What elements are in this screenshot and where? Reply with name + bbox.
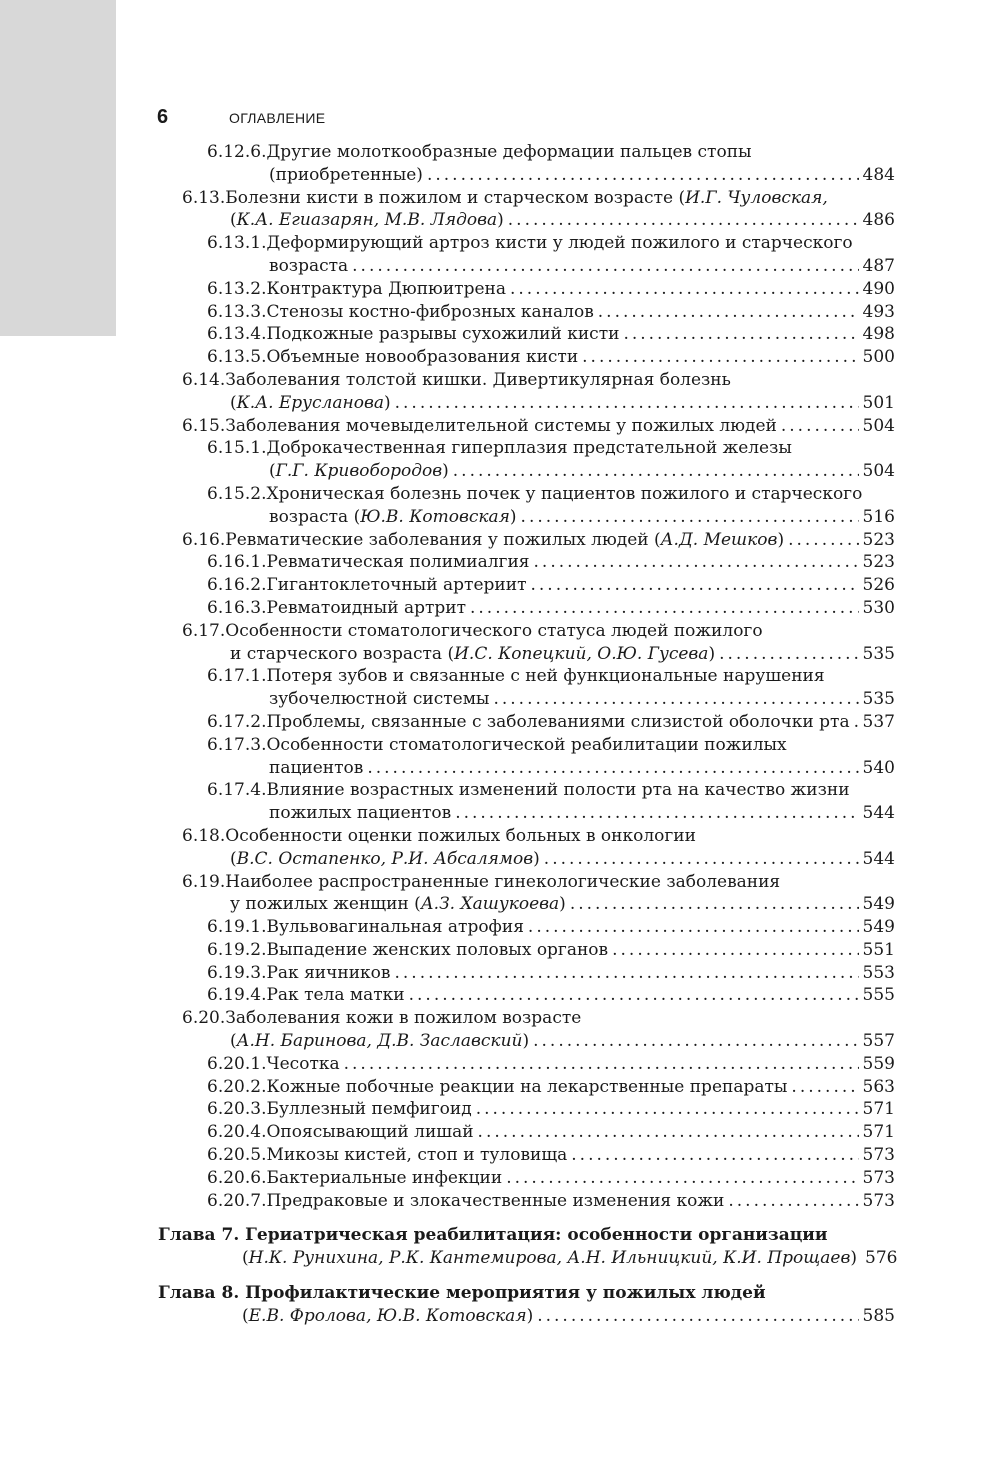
toc-entry-page: 573 bbox=[862, 1167, 895, 1188]
toc-entry-page: 516 bbox=[862, 506, 895, 527]
paren: ( bbox=[414, 894, 421, 915]
leader-dots bbox=[534, 551, 859, 574]
toc-entry-title: пациентов bbox=[269, 757, 364, 778]
leader-dots bbox=[530, 574, 858, 597]
toc-entry[interactable] bbox=[0, 574, 1000, 597]
leader-dots bbox=[719, 643, 858, 666]
toc-entry-title: Бактериальные инфекции bbox=[266, 1167, 503, 1188]
toc-entry-page: 486 bbox=[862, 210, 895, 231]
leader-dots bbox=[476, 1098, 859, 1121]
toc-entry-number: 6.17.2. bbox=[207, 711, 267, 732]
toc-entry[interactable] bbox=[0, 871, 1000, 917]
toc-entry-number: 6.13.5. bbox=[207, 347, 267, 368]
toc-entry[interactable] bbox=[0, 483, 1000, 529]
toc-entry-number: 6.19.2. bbox=[207, 939, 267, 960]
toc-entry[interactable] bbox=[0, 939, 1000, 962]
toc-entry-title: Другие молоткообразные деформации пальцев стопы bbox=[266, 142, 752, 162]
paren: ) bbox=[442, 461, 449, 482]
chapter-page: 576 bbox=[865, 1248, 898, 1269]
toc-entry[interactable] bbox=[0, 346, 1000, 369]
toc-entry-page: 500 bbox=[862, 347, 895, 368]
leader-dots bbox=[544, 848, 859, 871]
toc-entry-title: у пожилых женщин bbox=[230, 894, 415, 915]
toc-entry-number: 6.12.6. bbox=[207, 142, 267, 162]
toc-entry[interactable] bbox=[0, 369, 1000, 415]
toc-entry[interactable] bbox=[0, 711, 1000, 734]
toc-entry-title: возраста bbox=[269, 506, 354, 527]
toc-entry-title: Опоясывающий лишай bbox=[266, 1122, 474, 1143]
toc-entry-authors: А.Н. Баринова, Д.В. Заславский bbox=[236, 1031, 523, 1052]
paren: ) bbox=[497, 210, 504, 231]
toc-entry[interactable] bbox=[0, 437, 1000, 483]
toc-entry-number: 6.16.3. bbox=[207, 597, 267, 618]
toc-entry-page: 535 bbox=[862, 689, 895, 710]
toc-entry-number: 6.18. bbox=[182, 825, 226, 846]
leader-dots bbox=[427, 164, 859, 187]
toc-entry-title: Проблемы, связанные с заболеваниями слизистой оболочки рта bbox=[266, 711, 850, 732]
chapter-authors: Н.К. Рунихина, Р.К. Кантемирова, А.Н. Ильницкий, К.И. Прощаев bbox=[248, 1248, 851, 1269]
leader-dots bbox=[352, 255, 858, 278]
toc-entry-title: Наиболее распространенные гинекологические заболевания bbox=[225, 871, 781, 892]
leader-dots bbox=[470, 597, 859, 620]
toc-entry-number: 6.20.7. bbox=[207, 1190, 267, 1211]
paren: ( bbox=[230, 1031, 237, 1052]
paren: ( bbox=[447, 643, 455, 664]
toc-entry-title: Доброкачественная гиперплазия предстательной железы bbox=[266, 438, 792, 459]
toc-entry-page: 537 bbox=[862, 711, 895, 732]
leader-dots bbox=[367, 757, 858, 780]
toc-entry-number: 6.17.1. bbox=[207, 666, 267, 687]
toc-entry-title: Заболевания толстой кишки. Дивертикулярная болезнь bbox=[225, 369, 731, 390]
toc-entry[interactable] bbox=[0, 1144, 1000, 1167]
leader-dots bbox=[493, 688, 858, 711]
chapter-title: Глава 8. Профилактические мероприятия у пожилых людей bbox=[158, 1283, 766, 1304]
leader-dots bbox=[455, 802, 858, 825]
toc-entry-number: 6.13.1. bbox=[207, 233, 267, 254]
toc-entry-page: 530 bbox=[862, 597, 895, 618]
paren: ( bbox=[230, 848, 237, 869]
running-head: ОГЛАВЛЕНИЕ bbox=[229, 110, 326, 126]
toc-entry-title: Чесотка bbox=[266, 1053, 340, 1074]
leader-dots bbox=[623, 323, 858, 346]
toc-entry-page: 487 bbox=[862, 255, 895, 276]
paren: ( bbox=[242, 1305, 249, 1326]
toc-entry-number: 6.13.2. bbox=[207, 278, 267, 299]
leader-dots bbox=[528, 916, 859, 939]
leader-dots bbox=[409, 984, 859, 1007]
paren: ) bbox=[383, 392, 391, 413]
toc-entry[interactable] bbox=[0, 916, 1000, 939]
toc-entry-number: 6.15.1. bbox=[207, 438, 267, 459]
toc-entry[interactable] bbox=[0, 1053, 1000, 1076]
toc-entry[interactable] bbox=[0, 597, 1000, 620]
leader-dots bbox=[453, 460, 859, 483]
toc-entry-page: 573 bbox=[862, 1145, 895, 1166]
toc-entry-page: 544 bbox=[862, 848, 895, 869]
leader-dots bbox=[521, 506, 859, 529]
leader-dots bbox=[533, 1030, 858, 1053]
leader-dots bbox=[510, 278, 859, 301]
toc-entry-title: Гигантоклеточный артериит bbox=[266, 575, 527, 596]
toc-entry[interactable] bbox=[0, 984, 1000, 1007]
toc-entry-authors: И.С. Копецкий, О.Ю. Гусева bbox=[454, 643, 709, 664]
toc-entry-page: 501 bbox=[862, 392, 895, 413]
toc-entry-number: 6.19.4. bbox=[207, 985, 267, 1006]
toc-entry-title: Потеря зубов и связанные с ней функциональные нарушения bbox=[266, 666, 825, 687]
toc-entry[interactable] bbox=[0, 551, 1000, 574]
toc-entry[interactable] bbox=[0, 278, 1000, 301]
toc-chapter[interactable] bbox=[0, 1282, 1000, 1328]
chapter-title: Глава 7. Гериатрическая реабилитация: особенности организации bbox=[158, 1225, 828, 1246]
leader-dots bbox=[612, 939, 858, 962]
toc-entry[interactable] bbox=[0, 665, 1000, 711]
chapter-page: 585 bbox=[862, 1305, 895, 1326]
toc-entry-title: (приобретенные) bbox=[269, 164, 423, 185]
leader-dots bbox=[854, 711, 859, 734]
toc-entry-title: возраста bbox=[269, 255, 349, 276]
toc-entry-title: Контрактура Дюпюитрена bbox=[266, 278, 506, 299]
leader-dots bbox=[394, 962, 858, 985]
toc-entry-number: 6.20. bbox=[182, 1008, 226, 1029]
leader-dots bbox=[728, 1190, 858, 1213]
toc-entry-title: Заболевания кожи в пожилом возрасте bbox=[225, 1008, 582, 1029]
toc-entry-title: Вульвовагинальная атрофия bbox=[266, 917, 524, 938]
paren: ) bbox=[559, 894, 566, 915]
toc-entry-number: 6.20.1. bbox=[207, 1053, 267, 1074]
toc-entry-page: 535 bbox=[862, 643, 895, 664]
toc-entry-page: 551 bbox=[862, 939, 895, 960]
toc-entry-page: 523 bbox=[862, 552, 895, 573]
toc-entry[interactable] bbox=[0, 301, 1000, 324]
toc-entry-authors: В.С. Остапенко, Р.И. Абсалямов bbox=[236, 848, 534, 869]
toc-entry-title: Предраковые и злокачественные изменения кожи bbox=[266, 1190, 725, 1211]
toc-entry-number: 6.19.3. bbox=[207, 962, 267, 983]
toc-entry-number: 6.13.4. bbox=[207, 324, 267, 345]
toc-entry[interactable] bbox=[0, 825, 1000, 871]
toc-entry-page: 523 bbox=[862, 529, 895, 550]
toc-entry-number: 6.13.3. bbox=[207, 301, 267, 322]
toc-entry-title: Рак яичников bbox=[266, 962, 391, 983]
toc-entry-title: Болезни кисти в пожилом и старческом возрасте (И.Г. Чуловская, bbox=[225, 187, 828, 208]
leader-dots bbox=[395, 392, 859, 415]
toc-entry-number: 6.17.4. bbox=[207, 780, 267, 801]
toc-entry-page: 555 bbox=[862, 985, 895, 1006]
toc-entry-page: 553 bbox=[862, 962, 895, 983]
toc-entry-page: 549 bbox=[862, 917, 895, 938]
paren: ) bbox=[777, 529, 785, 550]
toc-entry-title: Объемные новообразования кисти bbox=[266, 347, 579, 368]
leader-dots bbox=[791, 1076, 858, 1099]
toc-entry-title: Стенозы костно-фиброзных каналов bbox=[266, 301, 594, 322]
toc-entry[interactable] bbox=[0, 734, 1000, 780]
toc-entry[interactable] bbox=[0, 187, 1000, 233]
toc-entry-title: Ревматическая полимиалгия bbox=[266, 552, 530, 573]
toc-entry[interactable] bbox=[0, 1007, 1000, 1053]
toc-entry-authors: К.А. Егиазарян, М.В. Лядова bbox=[236, 210, 498, 231]
toc-entry-title: и старческого возраста bbox=[230, 643, 448, 664]
leader-dots bbox=[781, 415, 859, 438]
leader-dots bbox=[478, 1121, 859, 1144]
toc-entry-number: 6.13. bbox=[182, 187, 226, 208]
paren: ( bbox=[242, 1248, 249, 1269]
toc-entry[interactable] bbox=[0, 1190, 1000, 1213]
toc-entry-number: 6.16.1. bbox=[207, 552, 267, 573]
leader-dots bbox=[570, 893, 859, 916]
toc-entry-number: 6.14. bbox=[182, 369, 226, 390]
paren: ) bbox=[522, 1031, 530, 1052]
toc-entry[interactable] bbox=[0, 1167, 1000, 1190]
toc-entry-authors: Г.Г. Кривобородов bbox=[275, 461, 443, 482]
toc-entry-authors: А.Д. Мешков bbox=[660, 529, 778, 550]
toc-entry-page: 557 bbox=[862, 1031, 895, 1052]
toc-entry-page: 549 bbox=[862, 894, 895, 915]
toc-entry-number: 6.15.2. bbox=[207, 483, 267, 504]
toc-entry-title: Выпадение женских половых органов bbox=[266, 939, 609, 960]
toc-entry-title: Особенности оценки пожилых больных в онкологии bbox=[225, 825, 696, 846]
toc-entry-number: 6.16. bbox=[182, 529, 226, 550]
paren: ) bbox=[509, 506, 517, 527]
toc-entry-title: Микозы кистей, стоп и туловища bbox=[266, 1145, 568, 1166]
toc-entry[interactable] bbox=[0, 1121, 1000, 1144]
toc-entry-authors: К.А. Ерусланова bbox=[236, 392, 384, 413]
toc-entry-page: 559 bbox=[862, 1053, 895, 1074]
paren: ( bbox=[353, 506, 361, 527]
toc-entry-number: 6.20.3. bbox=[207, 1099, 267, 1120]
toc-entry-title: Деформирующий артроз кисти у людей пожилого и старческого bbox=[266, 233, 853, 254]
paren: ) bbox=[708, 643, 716, 664]
paren: ) bbox=[526, 1305, 534, 1326]
toc-entry-page: 573 bbox=[862, 1190, 895, 1211]
toc-entry-title: Кожные побочные реакции на лекарственные препараты bbox=[266, 1076, 788, 1097]
toc-entry[interactable] bbox=[0, 620, 1000, 666]
toc-entry-title: Ревматоидный артрит bbox=[266, 597, 466, 618]
toc-entry-page: 544 bbox=[862, 803, 895, 824]
toc-entry-title: Ревматические заболевания у пожилых людей bbox=[225, 529, 655, 550]
toc-entry-number: 6.17. bbox=[182, 620, 226, 641]
paren: ( bbox=[654, 529, 661, 550]
toc-entry-title: Особенности стоматологической реабилитации пожилых bbox=[266, 734, 787, 755]
toc-entry-page: 571 bbox=[862, 1099, 895, 1120]
leader-dots bbox=[598, 301, 859, 324]
toc-entry[interactable] bbox=[0, 962, 1000, 985]
toc-entry-number: 6.15. bbox=[182, 415, 226, 436]
table-of-contents bbox=[0, 141, 1000, 1328]
toc-entry[interactable] bbox=[0, 415, 1000, 438]
toc-entry-number: 6.20.2. bbox=[207, 1076, 267, 1097]
toc-entry[interactable] bbox=[0, 779, 1000, 825]
toc-entry-title: пожилых пациентов bbox=[269, 803, 452, 824]
toc-entry-number: 6.20.4. bbox=[207, 1122, 267, 1143]
leader-dots bbox=[344, 1053, 859, 1076]
toc-entry[interactable] bbox=[0, 141, 1000, 187]
toc-entry-page: 504 bbox=[862, 415, 895, 436]
paren: ) bbox=[850, 1248, 857, 1269]
leader-dots bbox=[537, 1305, 858, 1328]
leader-dots bbox=[508, 209, 859, 232]
toc-entry-authors: Ю.В. Котовская bbox=[360, 506, 510, 527]
toc-entry-title: Особенности стоматологического статуса людей пожилого bbox=[225, 620, 763, 641]
leader-dots bbox=[582, 346, 858, 369]
toc-entry-number: 6.19.1. bbox=[207, 917, 267, 938]
toc-entry[interactable] bbox=[0, 232, 1000, 278]
leader-dots bbox=[506, 1167, 858, 1190]
toc-entry-title: зубочелюстной системы bbox=[269, 689, 490, 710]
toc-entry-page: 563 bbox=[862, 1076, 895, 1097]
toc-entry-page: 490 bbox=[862, 278, 895, 299]
toc-entry-page: 571 bbox=[862, 1122, 895, 1143]
toc-entry[interactable] bbox=[0, 1098, 1000, 1121]
page-number: 6 bbox=[157, 106, 169, 128]
toc-entry-page: 484 bbox=[862, 164, 895, 185]
toc-entry-number: 6.16.2. bbox=[207, 575, 267, 596]
toc-entry-title: Хроническая болезнь почек у пациентов пожилого и старческого bbox=[266, 483, 863, 504]
toc-entry-number: 6.19. bbox=[182, 871, 226, 892]
toc-entry-title: Влияние возрастных изменений полости рта на качество жизни bbox=[266, 780, 850, 801]
chapter-authors: Е.В. Фролова, Ю.В. Котовская bbox=[248, 1305, 527, 1326]
toc-entry[interactable] bbox=[0, 323, 1000, 346]
toc-entry-page: 526 bbox=[862, 575, 895, 596]
toc-entry-number: 6.20.5. bbox=[207, 1145, 267, 1166]
toc-entry-page: 498 bbox=[862, 324, 895, 345]
leader-dots bbox=[571, 1144, 858, 1167]
paren: ( bbox=[230, 392, 237, 413]
paren: ) bbox=[533, 848, 540, 869]
toc-entry-title: Заболевания мочевыделительной системы у пожилых людей bbox=[225, 415, 777, 436]
toc-entry-number: 6.20.6. bbox=[207, 1167, 267, 1188]
toc-entry-number: 6.17.3. bbox=[207, 734, 267, 755]
paren: ( bbox=[230, 210, 237, 231]
toc-entry-title: Подкожные разрывы сухожилий кисти bbox=[266, 324, 620, 345]
toc-entry[interactable] bbox=[0, 529, 1000, 552]
paren: ( bbox=[269, 461, 276, 482]
toc-entry-authors: А.З. Хашукоева bbox=[420, 894, 560, 915]
toc-entry-page: 493 bbox=[862, 301, 895, 322]
toc-entry-title: Буллезный пемфигоид bbox=[266, 1099, 472, 1120]
toc-entry[interactable] bbox=[0, 1076, 1000, 1099]
toc-entry-title: Рак тела матки bbox=[266, 985, 405, 1006]
toc-entry-page: 540 bbox=[862, 757, 895, 778]
leader-dots bbox=[788, 529, 858, 552]
toc-entry-page: 504 bbox=[862, 461, 895, 482]
toc-chapter[interactable] bbox=[0, 1224, 1000, 1270]
